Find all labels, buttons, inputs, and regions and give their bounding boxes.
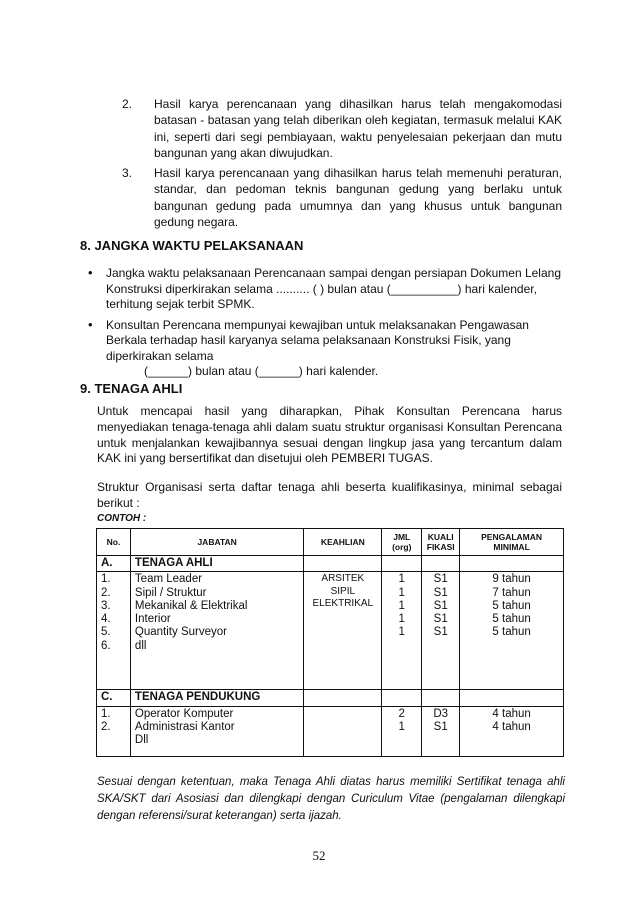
bullet-text: Jangka waktu pelaksanaan Perencanaan sampai dengan persiapan Dokumen Lelang Konstruksi diperkirakan selama .......... ( ) bulan atau <box>106 266 561 296</box>
kualifikasi-cell: S1 S1 S1 S1 S1 <box>422 572 460 690</box>
jml-cell: 1 1 1 1 1 <box>382 572 422 690</box>
list-item-number: 3. <box>122 166 133 181</box>
certification-note: Sesuai dengan ketentuan, maka Tenaga Ahli diatas harus memiliki Sertifikat tenaga ahli SKA/SKT dari Asosiasi dan dilengkapi dengan Curiculum Vitae (pengalaman dilengkapi dengan referensi/surat keterangan) serta ijazah. <box>97 776 565 822</box>
table-group-row <box>97 556 564 572</box>
group-number: A. <box>97 556 131 572</box>
bullet-text: bulan atau <box>192 364 255 378</box>
blank-field: (______) <box>254 364 303 378</box>
section-9-heading: 9. TENAGA AHLI <box>80 381 183 396</box>
bullet-icon: • <box>88 316 93 332</box>
keahlian-cell: ARSITEK SIPIL ELEKTRIKAL <box>304 572 382 690</box>
list-item-text: Hasil karya perencanaan yang dihasilkan harus telah memenuhi peraturan, standar, dan pedoman teknis bangunan gedung yang berlaku untuk bangunan gedung pada umumnya dan yang khusus untuk bangunan gedung negara. <box>154 166 562 230</box>
table-row <box>97 572 564 690</box>
jabatan-cell: Operator Komputer Administrasi Kantor Dll <box>130 706 303 756</box>
column-header: JABATAN <box>130 529 303 556</box>
list-item <box>122 165 562 230</box>
jabatan-cell: Team Leader Sipil / Struktur Mekanikal & Elektrikal Interior Quantity Surveyor dll <box>130 572 303 690</box>
column-header: PENGALAMAN MINIMAL <box>460 529 564 556</box>
bullet-icon: • <box>88 265 93 280</box>
section-9-paragraph: Struktur Organisasi serta daftar tenaga ahli beserta kualifikasinya, minimal sebagai berikut : <box>97 480 562 510</box>
page-number: 52 <box>312 848 326 863</box>
keahlian-cell <box>304 706 382 756</box>
group-label: TENAGA AHLI <box>130 556 303 572</box>
table-row <box>97 706 564 756</box>
row-numbers: 1. 2. <box>97 706 131 756</box>
list-item-text: Hasil karya perencanaan yang dihasilkan harus telah mengakomodasi batasan - batasan yang telah diberikan oleh kegiatan, termasuk melalui KAK ini, seperti dari segi pembiayaan, waktu penyelesaian pekerjaan dan mutu bangunan yang akan diwujudkan. <box>154 97 562 160</box>
pengalaman-cell: 9 tahun 7 tahun 5 tahun 5 tahun 5 tahun <box>460 572 564 690</box>
bullet-text: Konsultan Perencana mempunyai kewajiban untuk melaksanakan Pengawasan Berkala terhadap hasil karyanya selama pelaksanaan Konstruksi Fisik, yang diperkirakan selama <box>106 317 529 363</box>
table-header-row <box>97 529 564 556</box>
list-item <box>88 266 564 313</box>
section-8-bullets <box>88 266 564 385</box>
group-label: TENAGA PENDUKUNG <box>130 690 303 706</box>
bullet-text: hari kalender. <box>302 364 379 378</box>
column-header: JML (org) <box>382 529 422 556</box>
row-numbers: 1. 2. 3. 4. 5. 6. <box>97 572 131 690</box>
column-header: KEAHLIAN <box>304 529 382 556</box>
jml-cell: 2 1 <box>382 706 422 756</box>
numbered-list <box>122 96 562 234</box>
list-item-number: 2. <box>122 97 133 111</box>
section-9-paragraph: Untuk mencapai hasil yang diharapkan, Pihak Konsultan Perencana harus menyediakan tenaga-tenaga ahli dalam suatu struktur organisasi Konsultan Perencana untuk menjalankan kewajibannya sesuai dengan lingkup jasa yang tercantum dalam KAK ini yang bersertifikat dan disetujui oleh PEMBERI TUGAS. <box>97 404 562 466</box>
bullet-text: hari kalender, terhitung sejak terbit SPMK. <box>106 281 537 311</box>
blank-field: (______) <box>144 364 193 378</box>
group-number: C. <box>97 690 131 706</box>
list-item <box>122 96 562 161</box>
pengalaman-cell: 4 tahun 4 tahun <box>460 706 564 756</box>
blank-field: (__________) <box>386 281 462 296</box>
column-header: KUALI FIKASI <box>422 529 460 556</box>
kualifikasi-cell: D3 S1 <box>422 706 460 756</box>
list-item <box>88 318 564 380</box>
table-group-row <box>97 690 564 706</box>
section-8-heading: 8. JANGKA WAKTU PELAKSANAAN <box>80 238 304 253</box>
column-header: No. <box>97 529 131 556</box>
staff-table <box>96 528 564 757</box>
example-label: CONTOH : <box>97 513 147 524</box>
